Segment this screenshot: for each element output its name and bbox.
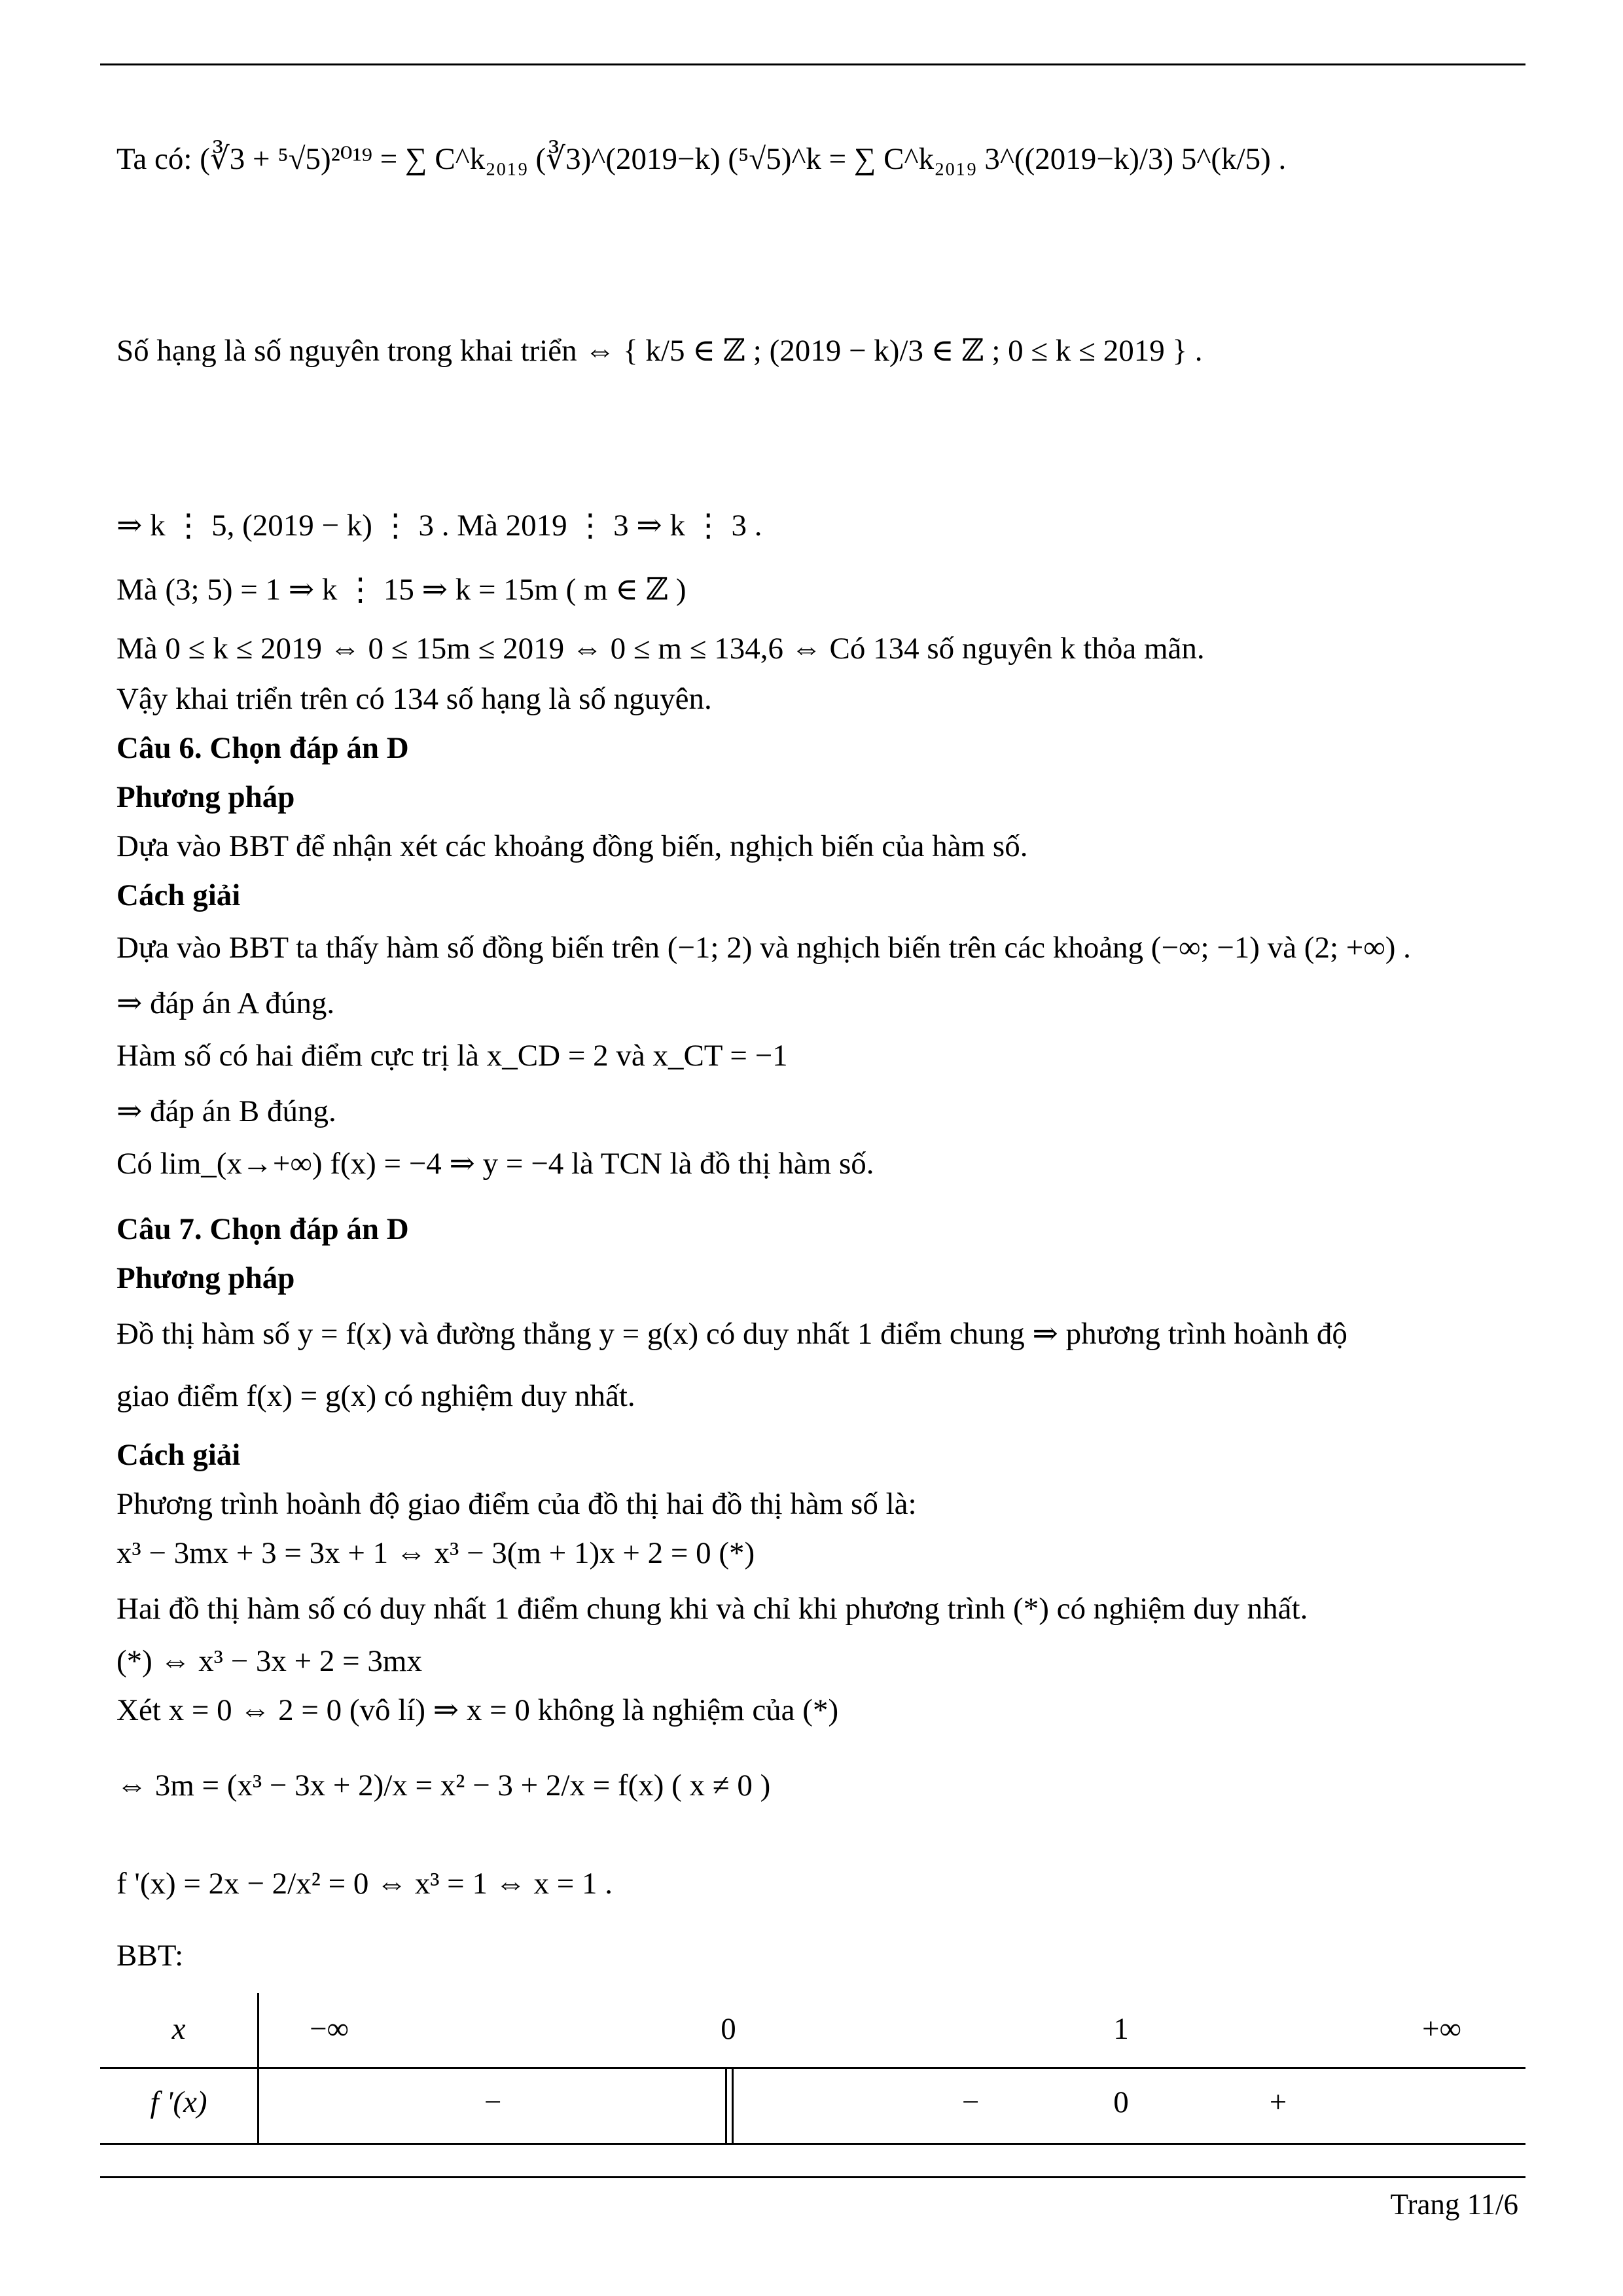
text-line-27: f '(x) = 2x − 2/x² = 0 ⇔ x³ = 1 ⇔ x = 1 .	[116, 1867, 613, 1901]
text-line-5: Mà 0 ≤ k ≤ 2019 ⇔ 0 ≤ 15m ≤ 2019 ⇔ 0 ≤ m ≤ 134,6 ⇔ Có 134 số nguyên k thỏa mãn.	[116, 632, 1205, 666]
heading-phuong-phap: Phương pháp	[116, 780, 295, 814]
text-line-2: Số hạng là số nguyên trong khai triển ⇔ { k/5 ∈ ℤ ; (2019 − k)/3 ∈ ℤ ; 0 ≤ k ≤ 2019 } .	[116, 334, 1203, 368]
heading-phuong-phap-2: Phương pháp	[116, 1261, 295, 1295]
heading-cau-6: Câu 6. Chọn đáp án D	[116, 731, 409, 765]
text-line-21: Phương trình hoành độ giao điểm của đồ thị hai đồ thị hàm số là:	[116, 1487, 917, 1521]
text-line-1: Ta có: (∛3 + ⁵√5)²⁰¹⁹ = ∑ C^k₂₀₁₉ (∛3)^(2019−k) (⁵√5)^k = ∑ C^k₂₀₁₉ 3^((2019−k)/3) 5^(k/5) .	[116, 142, 1287, 176]
table-sign: −	[484, 2085, 502, 2119]
table-x-value: 1	[1113, 2012, 1129, 2046]
text-line-4: Mà (3; 5) = 1 ⇒ k ⋮ 15 ⇒ k = 15m ( m ∈ ℤ )	[116, 573, 687, 607]
text-line-12: ⇒ đáp án A đúng.	[116, 986, 335, 1020]
text-line-19: giao điểm f(x) = g(x) có nghiệm duy nhất.	[116, 1379, 635, 1413]
table-label-x: x	[171, 2012, 186, 2046]
header-rule	[100, 63, 1525, 65]
footer-rule	[100, 2176, 1525, 2178]
text-line-22: x³ − 3mx + 3 = 3x + 1 ⇔ x³ − 3(m + 1)x + 2 = 0 (*)	[116, 1536, 755, 1570]
text-line-26: ⇔ 3m = (x³ − 3x + 2)/x = x² − 3 + 2/x = f(x) ( x ≠ 0 )	[116, 1768, 771, 1803]
text-line-11: Dựa vào BBT ta thấy hàm số đồng biến trên (−1; 2) và nghịch biến trên các khoảng (−∞; −1) và (2; +∞) .	[116, 931, 1411, 965]
table-divider-label	[257, 1993, 259, 2145]
heading-cach-giai: Cách giải	[116, 878, 241, 912]
table-label-fprime: f '(x)	[150, 2085, 207, 2119]
heading-cach-giai-2: Cách giải	[116, 1438, 241, 1472]
text-line-28: BBT:	[116, 1939, 184, 1973]
text-line-9: Dựa vào BBT để nhận xét các khoảng đồng biến, nghịch biến của hàm số.	[116, 829, 1028, 863]
text-line-25: Xét x = 0 ⇔ 2 = 0 (vô lí) ⇒ x = 0 không là nghiệm của (*)	[116, 1693, 839, 1727]
table-x-value: 0	[721, 2012, 736, 2046]
table-bottom-border	[100, 2143, 1525, 2145]
table-sign: 0	[1113, 2085, 1129, 2119]
table-sign: −	[961, 2085, 980, 2119]
text-line-18: Đồ thị hàm số y = f(x) và đường thẳng y = g(x) có duy nhất 1 điểm chung ⇒ phương trình hoành độ	[116, 1317, 1347, 1351]
table-sign: +	[1269, 2085, 1287, 2119]
text-line-23: Hai đồ thị hàm số có duy nhất 1 điểm chung khi và chỉ khi phương trình (*) có nghiệm duy nhất.	[116, 1592, 1308, 1626]
table-double-bar-right	[732, 2067, 734, 2143]
page-number: Trang 11/6	[1390, 2188, 1518, 2221]
table-row-divider	[100, 2067, 1525, 2069]
table-double-bar-left	[725, 2067, 727, 2143]
text-line-3: ⇒ k ⋮ 5, (2019 − k) ⋮ 3 . Mà 2019 ⋮ 3 ⇒ k ⋮ 3 .	[116, 509, 762, 543]
table-x-value: +∞	[1421, 2012, 1462, 2046]
text-line-13: Hàm số có hai điểm cực trị là x_CD = 2 và x_CT = −1	[116, 1039, 788, 1073]
heading-cau-7: Câu 7. Chọn đáp án D	[116, 1212, 409, 1246]
variation-table	[100, 1993, 1525, 2145]
text-line-6: Vậy khai triển trên có 134 số hạng là số nguyên.	[116, 682, 712, 716]
text-line-24: (*) ⇔ x³ − 3x + 2 = 3mx	[116, 1644, 422, 1678]
text-line-15: Có lim_(x→+∞) f(x) = −4 ⇒ y = −4 là TCN là đồ thị hàm số.	[116, 1147, 874, 1181]
table-x-value: −∞	[309, 2012, 349, 2046]
text-line-14: ⇒ đáp án B đúng.	[116, 1094, 336, 1128]
